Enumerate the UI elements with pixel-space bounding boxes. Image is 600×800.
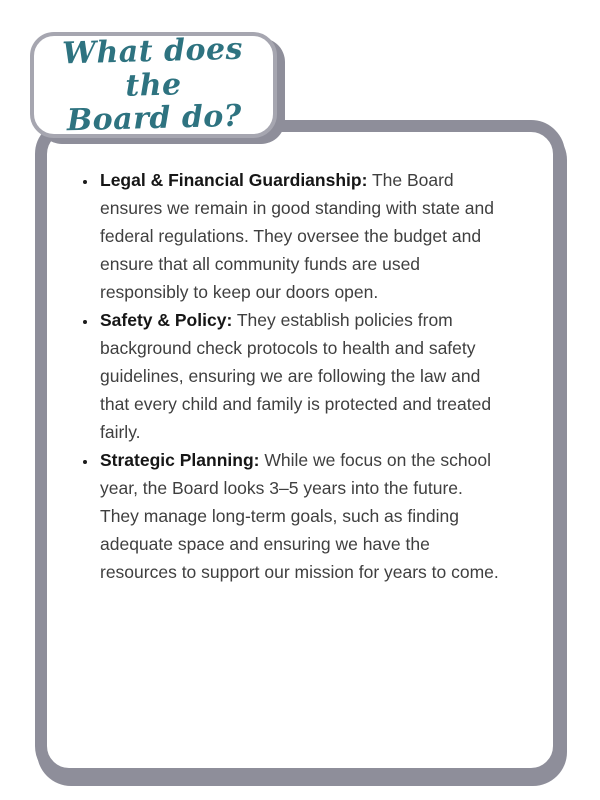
board-duties-list bbox=[77, 166, 501, 586]
list-item bbox=[98, 306, 501, 446]
list-item-title: Safety & Policy: bbox=[100, 310, 233, 330]
list-item-text: They establish policies from background check protocols to health and safety guidelines, ensuring we are following the law and that every child and family is protected and treated fairly. bbox=[100, 310, 492, 442]
list-item-text: While we focus on the school year, the Board looks 3–5 years into the future. They manage long-term goals, such as finding adequate space and ensuring we have the resources to support our mission for years to come. bbox=[100, 450, 499, 582]
list-item bbox=[98, 166, 501, 306]
list-item bbox=[98, 446, 501, 586]
page-title: What does the Board do? bbox=[61, 31, 244, 139]
list-item-title: Legal & Financial Guardianship: bbox=[100, 170, 368, 190]
list-item-title: Strategic Planning: bbox=[100, 450, 260, 470]
card-content bbox=[77, 166, 501, 586]
list-item-text: The Board ensures we remain in good standing with state and federal regulations. They oversee the budget and ensure that all community funds are used responsibly to keep our doors open. bbox=[100, 170, 494, 302]
title-box bbox=[30, 32, 277, 138]
